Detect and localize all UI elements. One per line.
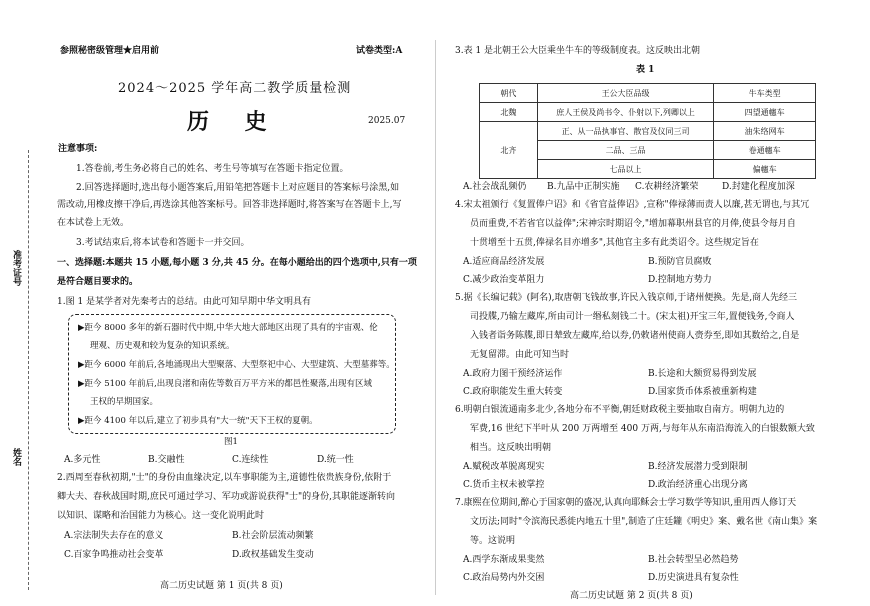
q1-option-b: B.交融性 <box>148 455 185 465</box>
q7-option-d: D.历史演进具有复杂性 <box>648 573 739 583</box>
q4-option-b: B.预防官员腐败 <box>648 257 712 267</box>
figure-line: 理观、历史观和较为复杂的知识系统。 <box>90 341 235 351</box>
notice-item: 需改动,用橡皮擦干净后,再选涂其他答案标号。回答非选择题时,将答案写在答题卡上,写 <box>57 200 402 210</box>
notice-item: 3.考试结束后,将本试卷和答题卡一并交回。 <box>76 238 250 248</box>
table-title: 表 1 <box>636 65 655 75</box>
q1-option-c: C.连续性 <box>232 455 269 465</box>
q3-option-d: D.封建化程度加深 <box>722 182 795 192</box>
notice-item: 2.回答选择题时,选出每小题答案后,用铅笔把答题卡上对应题目的答案标号涂黑,如 <box>76 183 400 193</box>
section-heading-cont: 是符合题目要求的。 <box>57 277 139 287</box>
q1-stem: 1.图 1 是某学者对先秦考古的总结。由此可知早期中华文明具有 <box>57 297 312 307</box>
q5-line: 无复留滞。由此可知当时 <box>470 350 570 360</box>
q4-line: 员而重费,不若省官以益俸";宋神宗时期诏令,"增加幕职州县官的月俸,使县令每月自 <box>470 219 796 229</box>
page-divider <box>435 40 436 595</box>
q3-option-c: C.农耕经济繁荣 <box>635 182 699 192</box>
footer-left: 高二历史试题 第 1 页(共 8 页) <box>160 581 283 591</box>
table-header-cell: 牛车类型 <box>714 84 816 103</box>
table-header-cell: 王公大臣品级 <box>537 84 713 103</box>
q3-table <box>479 83 816 179</box>
figure-line: ▶距今 8000 多年的新石器时代中期,中华大地大部地区出现了具有的宇宙观、伦 <box>78 323 378 333</box>
q5-line: 司投牒,乃输左藏库,所由司计一缗私刻钱二十。(宋太祖)开宝三年,置便钱务,令商人 <box>470 312 795 322</box>
q2-line: 卿大夫、春秋战国时期,庶民可通过学习、军功或游说获得"士"的身份,其职能逐渐转向 <box>57 492 396 502</box>
q2-option-b: B.社会阶层流动频繁 <box>232 531 314 541</box>
q2-option-c: C.百家争鸣推动社会变革 <box>64 550 164 560</box>
q4-option-c: C.减少政治变革阻力 <box>463 275 545 285</box>
q6-line: 军费,16 世纪下半叶从 200 万两增至 400 万两,与每年从东南沿海流入的白银数额大致 <box>470 424 815 434</box>
table-cell: 四望通幰车 <box>714 103 816 122</box>
figure-line: ▶距今 4100 年以后,建立了初步具有"大一统"天下王权的夏朝。 <box>78 416 318 426</box>
table-cell: 油朱络网车 <box>714 122 816 141</box>
q4-line: 十贯增至十五贯,俸禄名目亦增多",其他官主多有此类诏令。这些规定旨在 <box>470 238 759 248</box>
q6-option-a: A.赋税改革脱离现实 <box>463 462 545 472</box>
q4-option-d: D.控制地方势力 <box>648 275 712 285</box>
q7-option-b: B.社会转型呈必然趋势 <box>648 555 739 565</box>
section-heading: 一、选择题:本题共 15 小题,每小题 3 分,共 45 分。在每小题给出的四个选项中,只有一项 <box>57 258 417 268</box>
q4-line: 4.宋太祖颁行《复置俸户诏》和《省官益俸诏》,宣称"俸禄薄而责人以廉,甚无谓也,与其冗 <box>455 200 810 210</box>
q2-line: 2.西周至春秋初期,"士"的身份由血缘决定,以车事职能为主,道德性依贵族身份,依附于 <box>57 473 392 483</box>
q2-line: 以知识、谋略和治国能力为核心。这一变化说明此时 <box>57 511 265 521</box>
table-row <box>480 103 816 122</box>
q7-line: 文历法;同时"令滨海民悉徙内地五十里",制造了庄廷鑨《明史》案、戴名世《南山集》案 <box>470 517 818 527</box>
notice-item: 1.答卷前,考生务必将自己的姓名、考生号等填写在答题卡指定位置。 <box>76 164 349 174</box>
q4-option-a: A.适应商品经济发展 <box>463 257 545 267</box>
footer-right: 高二历史试题 第 2 页(共 8 页) <box>570 591 693 601</box>
q6-option-c: C.货币主权未被掌控 <box>463 480 545 490</box>
q3-option-a: A.社会战乱频仍 <box>463 182 527 192</box>
table-cell: 北齐 <box>480 122 538 179</box>
exam-date: 2025.07 <box>368 116 406 126</box>
q5-option-d: D.国家货币体系被重新构建 <box>648 387 757 397</box>
table-cell: 七品以上 <box>537 160 713 179</box>
q6-line: 6.明朝白银流通南多北少,各地分布不平衡,朝廷财政税主要抽取自南方。明朝九边的 <box>455 405 785 415</box>
q5-option-a: A.政府力图干预经济运作 <box>463 369 563 379</box>
table-cell: 正、从一品执事官、散官及仪同三司 <box>537 122 713 141</box>
notice-title: 注意事项: <box>58 144 98 154</box>
q1-option-a: A.多元性 <box>64 455 101 465</box>
q7-line: 等。这说明 <box>470 536 516 546</box>
figure-line: ▶距今 5100 年前后,出现良渚和南佐等数百万平方米的都邑性聚落,出现有区域 <box>78 379 372 389</box>
q6-option-b: B.经济发展潜力受到限制 <box>648 462 748 472</box>
q5-option-b: B.长途和大额贸易得到发展 <box>648 369 757 379</box>
table-cell: 二品、三品 <box>537 141 713 160</box>
q2-option-d: D.政权基础发生变动 <box>232 550 314 560</box>
q7-option-a: A.西学东渐成果斐然 <box>463 555 545 565</box>
table-header-row <box>480 84 816 103</box>
figure-caption: 图1 <box>224 437 238 447</box>
subject-title: 历 史 <box>187 109 281 135</box>
q7-option-c: C.政治局势内外交困 <box>463 573 545 583</box>
table-header-cell: 朝代 <box>480 84 538 103</box>
q1-option-d: D.统一性 <box>317 455 354 465</box>
figure-line: ▶距今 6000 年前后,各地涌现出大型聚落、大型祭祀中心、大型建筑、大型墓葬等。 <box>78 360 395 370</box>
table-cell: 偏幰车 <box>714 160 816 179</box>
table-cell: 北魏 <box>480 103 538 122</box>
table-cell: 庶人王侯及尚书令、仆射以下,列卿以上 <box>537 103 713 122</box>
q3-stem: 3.表 1 是北朝王公大臣乘坐牛车的等级制度表。这反映出北朝 <box>455 46 701 56</box>
q7-line: 7.康熙在位期间,醉心于国家朝的盛况,认真向耶稣会士学习数学等知识,重用西人修订天 <box>455 498 797 508</box>
q6-line: 相当。这反映出明朝 <box>470 443 552 453</box>
figure-line: 王权的早期国家。 <box>90 397 159 407</box>
table-row <box>480 122 816 141</box>
exam-title: 2024～2025 学年高二教学质量检测 <box>118 81 352 96</box>
secret-label: 参照秘密级管理★启用前 <box>60 46 160 56</box>
q2-option-a: A.宗法制失去存在的意义 <box>64 531 164 541</box>
q5-option-c: C.政府职能发生重大转变 <box>463 387 563 397</box>
q6-option-d: D.政治经济重心出现分离 <box>648 480 748 490</box>
binding-line <box>28 150 29 590</box>
notice-item: 在本试卷上无效。 <box>57 218 130 228</box>
name-label: 姓名 <box>11 448 21 466</box>
table-cell: 卷通幰车 <box>714 141 816 160</box>
q3-option-b: B.九品中正制实施 <box>547 182 620 192</box>
paper-type-label: 试卷类型:A <box>356 46 403 56</box>
q5-line: 入钱者诣务陈牒,即日辇致左藏库,给以券,仍敕诸州使商人赍券至,即如其数给之,自是 <box>470 331 800 341</box>
q5-line: 5.据《长编记载》(阿名),取唐朝飞钱故事,许民入钱京师,于诸州便换。先是,商人先经三 <box>455 293 798 303</box>
candidate-number-label: 准考证号 <box>11 250 21 286</box>
